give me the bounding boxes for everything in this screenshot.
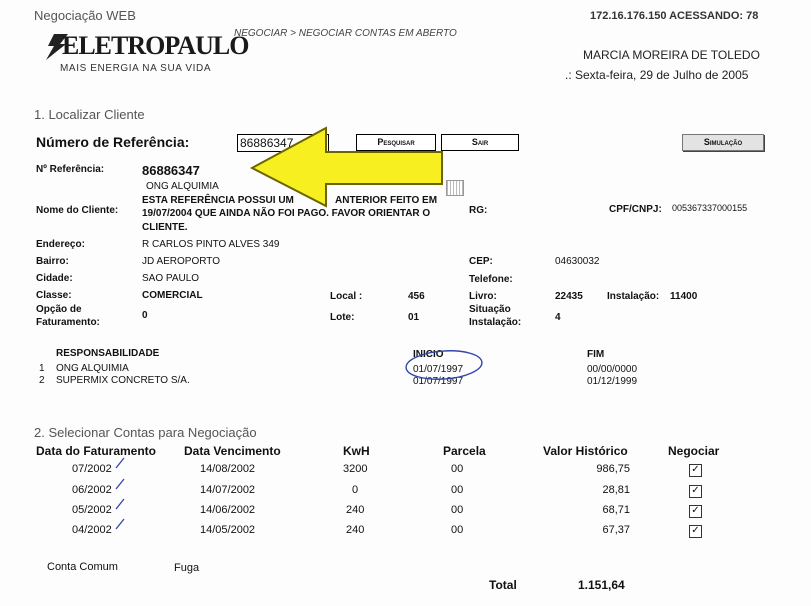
end-header: FIM xyxy=(587,349,605,360)
row-4-kwh: 240 xyxy=(346,524,365,536)
legend-leak: Fuga xyxy=(174,562,200,574)
row-1-due-date: 14/08/2002 xyxy=(200,463,256,475)
row-2-value: 28,81 xyxy=(602,484,630,496)
city-value: SAO PAULO xyxy=(142,273,200,284)
lot-value: 01 xyxy=(408,312,420,323)
legend-common-account: Conta Comum xyxy=(47,561,118,573)
row-4-due-date: 14/05/2002 xyxy=(200,524,256,536)
class-value: COMERCIAL xyxy=(142,290,203,301)
installation-status-label-1: Situação xyxy=(469,304,511,315)
ip-access-info: 172.16.176.150 ACESSANDO: 78 xyxy=(590,10,759,22)
section-selecionar-contas-title: 2. Selecionar Contas para Negociação xyxy=(34,425,257,440)
address-value: R CARLOS PINTO ALVES 349 xyxy=(142,239,280,250)
row-4-negotiate-checkbox[interactable]: ✓ xyxy=(689,525,702,538)
installation-status-value: 4 xyxy=(555,312,561,323)
resp-row-2-end: 01/12/1999 xyxy=(587,376,638,387)
start-header: INICIO xyxy=(413,349,444,360)
billing-option-label-1: Opção de xyxy=(36,304,82,315)
phone-label: Telefone: xyxy=(469,274,513,285)
book-value: 22435 xyxy=(555,291,583,302)
simulation-button[interactable]: Simulação xyxy=(682,134,764,151)
row-4-installment: 00 xyxy=(451,524,464,536)
rg-label: RG: xyxy=(469,205,488,216)
header-kwh: KwH xyxy=(343,444,370,458)
header-negotiate: Negociar xyxy=(668,444,720,458)
pen-tick-marks xyxy=(114,456,128,542)
resp-row-1-name: ONG ALQUIMIA xyxy=(56,363,129,374)
warning-line-1-end: ANTERIOR FEITO EM xyxy=(335,195,438,206)
header-historical-value: Valor Histórico xyxy=(543,444,628,458)
warning-line-2: 19/07/2004 QUE AINDA NÃO FOI PAGO. FAVOR ORIENTAR O xyxy=(142,208,431,219)
row-2-due-date: 14/07/2002 xyxy=(200,484,256,496)
row-2-installment: 00 xyxy=(451,484,464,496)
row-2-negotiate-checkbox[interactable]: ✓ xyxy=(689,485,702,498)
responsibility-header: RESPONSABILIDADE xyxy=(56,348,160,359)
current-date: .: Sexta-feira, 29 de Julho de 2005 xyxy=(565,68,749,82)
logo-wordmark: ELETROPAULO xyxy=(62,31,249,60)
total-label: Total xyxy=(489,578,517,592)
row-3-negotiate-checkbox[interactable]: ✓ xyxy=(689,505,702,518)
row-3-kwh: 240 xyxy=(346,504,365,516)
city-label: Cidade: xyxy=(36,273,73,284)
billing-option-value: 0 xyxy=(142,310,148,321)
row-3-installment: 00 xyxy=(451,504,464,516)
address-label: Endereço: xyxy=(36,239,85,250)
user-name: MARCIA MOREIRA DE TOLEDO xyxy=(583,48,760,62)
resp-row-1-start: 01/07/1997 xyxy=(413,364,464,375)
row-1-kwh: 3200 xyxy=(343,463,368,475)
row-1-installment: 00 xyxy=(451,463,464,475)
local-value: 456 xyxy=(408,291,425,302)
client-name-label: Nome do Cliente: xyxy=(36,205,119,216)
row-2-billing-date: 06/2002 xyxy=(72,484,112,496)
app-title: Negociação WEB xyxy=(34,8,136,23)
cpf-cnpj-value: 005367337000155 xyxy=(672,203,748,213)
pen-circle-mark xyxy=(404,346,490,382)
row-3-value: 68,71 xyxy=(602,504,630,516)
resp-row-1-num: 1 xyxy=(39,363,45,374)
resp-row-1-end: 00/00/0000 xyxy=(587,364,638,375)
yellow-arrow-icon xyxy=(248,124,448,208)
reference-number-label: Número de Referência: xyxy=(36,134,190,150)
header-billing-date: Data do Faturamento xyxy=(36,444,157,458)
resize-grip-icon xyxy=(446,180,464,196)
eletropaulo-logo xyxy=(40,30,249,78)
installation-status-label-2: Instalação: xyxy=(469,317,522,328)
resp-row-2-start: 01/07/1997 xyxy=(413,376,464,387)
billing-option-label-2: Faturamento: xyxy=(36,317,100,328)
book-label: Livro: xyxy=(469,291,497,302)
warning-line-3: CLIENTE. xyxy=(142,222,188,233)
cep-label: CEP: xyxy=(469,256,493,267)
cep-value: 04630032 xyxy=(555,256,600,267)
client-ref-value: 86886347 xyxy=(142,163,200,178)
reference-number-input[interactable]: 86886347 xyxy=(237,134,329,152)
installation-value: 11400 xyxy=(670,291,698,302)
row-3-billing-date: 05/2002 xyxy=(72,504,112,516)
total-value: 1.151,64 xyxy=(578,578,625,592)
header-due-date: Data Vencimento xyxy=(184,444,281,458)
logo-tagline: MAIS ENERGIA NA SUA VIDA xyxy=(60,63,212,74)
row-1-negotiate-checkbox[interactable]: ✓ xyxy=(689,464,702,477)
client-name-value: ONG ALQUIMIA xyxy=(146,181,219,192)
search-button[interactable]: Pesquisar xyxy=(356,134,436,151)
client-ref-label: Nº Referência: xyxy=(36,164,105,175)
lot-label: Lote: xyxy=(330,312,355,323)
section-localizar-cliente-title: 1. Localizar Cliente xyxy=(34,107,145,122)
header-installment: Parcela xyxy=(443,444,486,458)
district-value: JD AEROPORTO xyxy=(142,256,220,267)
warning-line-1: ESTA REFERÊNCIA POSSUI UM xyxy=(142,195,294,206)
class-label: Classe: xyxy=(36,290,72,301)
installation-label: Instalação: xyxy=(607,291,660,302)
resp-row-2-name: SUPERMIX CONCRETO S/A. xyxy=(56,375,190,386)
row-1-billing-date: 07/2002 xyxy=(72,463,112,475)
row-1-value: 986,75 xyxy=(596,463,630,475)
row-3-due-date: 14/06/2002 xyxy=(200,504,256,516)
row-2-kwh: 0 xyxy=(352,484,359,496)
exit-button[interactable]: Sair xyxy=(441,134,519,151)
cpf-cnpj-label: CPF/CNPJ: xyxy=(609,204,662,215)
breadcrumb: NEGOCIAR > NEGOCIAR CONTAS EM ABERTO xyxy=(234,28,457,39)
district-label: Bairro: xyxy=(36,256,69,267)
row-4-billing-date: 04/2002 xyxy=(72,524,112,536)
local-label: Local : xyxy=(330,291,363,302)
resp-row-2-num: 2 xyxy=(39,375,45,386)
row-4-value: 67,37 xyxy=(602,524,630,536)
